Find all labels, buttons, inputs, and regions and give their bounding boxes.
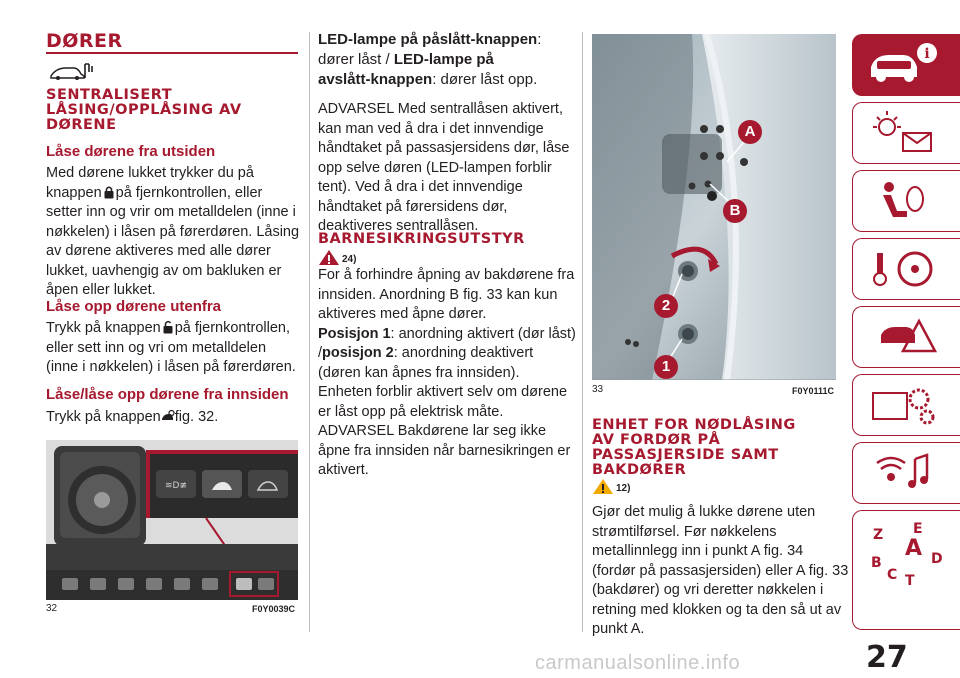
tab-warning-lights[interactable] xyxy=(852,102,960,164)
tab-maintenance[interactable] xyxy=(852,374,960,436)
sub3-title: Låse/låse opp dørene fra innsiden xyxy=(46,386,289,403)
media-icon xyxy=(853,443,960,505)
seat-airbag-icon xyxy=(853,171,960,233)
child-lock-text: For å forhindre åpning av bakdørene fra innsiden. Anordning B fig. 33 kan kun aktiveres med åpne dører. Posisjon 1: anordning aktivert (dør låst) /posisjon 2: anordning deaktivert (døren kan åpnes fra innsiden). Enheten forblir aktivert selv om dørene er låst opp på elektrisk måte. xyxy=(318,267,576,420)
warning-text-2: ADVARSEL Bakdørene lar seg ikke åpne fra innsiden når barnesikringen er aktivert. xyxy=(318,423,571,478)
steering-key-icon xyxy=(853,239,960,301)
emergency-lock-text: Gjør det mulig å lukke dørene uten strømtilførsel. Før nøkkelens metallinnlegg inn i punkt A fig. 34 (fordør på passasjersiden) eller A fig. 33 (bakdører) og vri deretter nøkkelen i retning med klokken og ta den så ut av punkt A. xyxy=(592,504,849,637)
figure-33-label-a: A xyxy=(738,120,762,144)
warning-light-icon xyxy=(853,103,960,165)
column-divider xyxy=(309,32,310,632)
door-lock-symbol-icon xyxy=(48,60,96,82)
figure-32-ref: F0Y0039C xyxy=(252,604,296,614)
svg-text:≋D≢: ≋D≢ xyxy=(164,481,188,491)
section-heading-child-lock: BARNESIKRINGSUTSTYR xyxy=(318,231,525,247)
figure-32-dashboard-buttons xyxy=(46,440,298,600)
tab-starting-driving[interactable] xyxy=(852,238,960,300)
figure-33-child-lock-photo xyxy=(592,34,836,380)
sub2-text: Trykk på knappen på fjernkontrollen, eller sett inn og vri om metalldelen (inne i nøkkelen) i låsen på førerdøren. xyxy=(46,320,296,375)
svg-text:B: B xyxy=(871,555,882,571)
warning-triangle-icon xyxy=(318,249,340,266)
sub3-text: Trykk på knappen fig. 32. xyxy=(46,409,219,425)
warning-ref-24: 24) xyxy=(342,254,357,265)
heading-rule xyxy=(46,52,298,54)
svg-text:E: E xyxy=(913,521,923,537)
figure-33-label-2: 2 xyxy=(654,294,678,318)
page-number: 27 xyxy=(866,640,908,675)
column-divider-2 xyxy=(582,32,583,632)
svg-text:D: D xyxy=(931,551,943,567)
lock-closed-icon xyxy=(102,185,116,199)
lock-open-icon xyxy=(161,320,175,334)
gears-icon xyxy=(853,375,960,437)
tab-multimedia[interactable] xyxy=(852,442,960,504)
tab-car-info[interactable] xyxy=(852,34,960,96)
led-description: LED-lampe på påslått-knappen: dører låst / LED-lampe på avslått-knappen: dører låst opp. xyxy=(318,31,542,88)
warning-ref-12: 12) xyxy=(616,483,631,494)
figure-33-number: 33 xyxy=(592,384,604,395)
figure-33-label-1: 1 xyxy=(654,355,678,379)
car-info-icon xyxy=(853,35,960,97)
svg-text:A: A xyxy=(905,536,923,561)
section-heading-doors: DØRER xyxy=(46,30,123,52)
subheading-central-locking: SENTRALISERT LÅSING/OPPLÅSING AV DØRENE xyxy=(46,87,242,133)
sub1-title: Låse dørene fra utsiden xyxy=(46,143,216,160)
car-lock-button-icon xyxy=(161,409,175,423)
sub2-title: Låse opp dørene utenfra xyxy=(46,298,222,315)
svg-text:C: C xyxy=(887,567,898,583)
svg-text:T: T xyxy=(905,573,915,589)
svg-text:i: i xyxy=(924,46,930,62)
figure-32-number: 32 xyxy=(46,603,58,614)
caution-triangle-icon xyxy=(592,478,614,495)
tab-safety[interactable] xyxy=(852,170,960,232)
warning-triangle-tab-icon xyxy=(853,307,960,369)
watermark: carmanualsonline.info xyxy=(535,652,741,674)
figure-33-ref: F0Y0111C xyxy=(792,386,835,396)
section-heading-emergency-lock: ENHET FOR NØDLÅSING AV FORDØR PÅ PASSASJERSIDE SAMT BAKDØRER xyxy=(592,417,796,478)
tab-index[interactable] xyxy=(852,510,960,630)
sub1-text: Med dørene lukket trykker du på knappen på fjernkontrollen, eller setter inn og vrir om metalldelen (inne i nøkkelen) i låsen på førerdøren. Låsing av dørene aktiveres med alle dører lukket, uavhengig av om bakluken er åpen eller lukket. xyxy=(46,165,300,298)
alphabet-index-icon xyxy=(853,511,960,631)
figure-33-label-b: B xyxy=(723,199,747,223)
tab-emergency[interactable] xyxy=(852,306,960,368)
warning-text-1: ADVARSEL Med sentrallåsen aktivert, kan man ved å dra i det innvendige håndtaket på passasjersidens dør, låse opp selve døren (LED-lampen forblir tent). Ved å dra i det innvendige håndtaket på førersidens dør, deaktiveres sentrallåsen. xyxy=(318,101,570,234)
svg-text:Z: Z xyxy=(873,527,884,543)
